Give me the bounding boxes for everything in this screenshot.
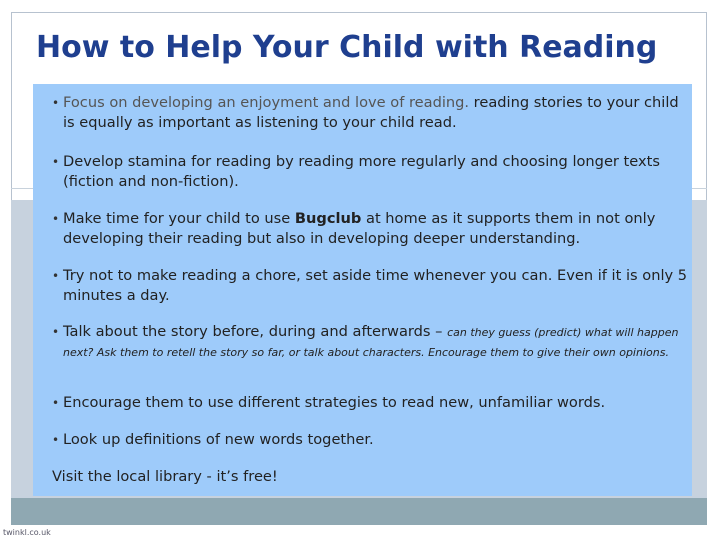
- bullet-item: [52, 152, 693, 192]
- bullet-item: [52, 93, 693, 133]
- bullet-marker: •: [52, 325, 60, 339]
- bullet-faded-text: Focus on developing an enjoyment and love of reading.: [63, 94, 470, 111]
- bullet-text: Develop stamina for reading by reading more regularly and choosing longer texts (fiction and non-fiction).: [63, 153, 660, 190]
- bottom-band: [11, 498, 707, 525]
- bullet-text: Look up definitions of new words together.: [63, 431, 374, 448]
- bullet-marker: •: [52, 396, 60, 410]
- bullet-text: Try not to make reading a chore, set aside time whenever you can. Even if it is only 5 minutes a day.: [63, 267, 688, 304]
- bullet-text: reading stories to your child is equally as important as listening to your child read.: [63, 94, 679, 131]
- bullet-text: Encourage them to use different strategies to read new, unfamiliar words.: [63, 394, 606, 411]
- bullet-text: Talk about the story before, during and afterwards –: [63, 323, 448, 340]
- bugclub-name: Bugclub: [294, 210, 362, 227]
- bullet-item: [52, 266, 693, 306]
- bullet-marker: •: [52, 433, 60, 447]
- library-note: Visit the local library - it’s free!: [52, 468, 278, 485]
- bullet-small-text: can they guess (predict) what will happen next? Ask them to retell the story so far, or talk about characters. Encourage them to give their own opinions.: [63, 326, 679, 359]
- bullet-text-after: at home as it supports them in not only developing their reading but also in developing deeper understanding.: [63, 210, 656, 247]
- bullet-item: [52, 322, 693, 362]
- bullet-text-before: Make time for your child to use: [63, 210, 295, 227]
- source-credit: twinkl.co.uk: [3, 528, 51, 537]
- bullet-item: [52, 209, 693, 249]
- page-title: How to Help Your Child with Reading: [36, 30, 658, 65]
- bullet-marker: •: [52, 212, 60, 226]
- bullet-marker: •: [52, 155, 60, 169]
- bullet-item: [52, 430, 693, 450]
- bullet-marker: •: [52, 96, 60, 110]
- bullet-item: [52, 393, 693, 413]
- bullet-marker: •: [52, 269, 60, 283]
